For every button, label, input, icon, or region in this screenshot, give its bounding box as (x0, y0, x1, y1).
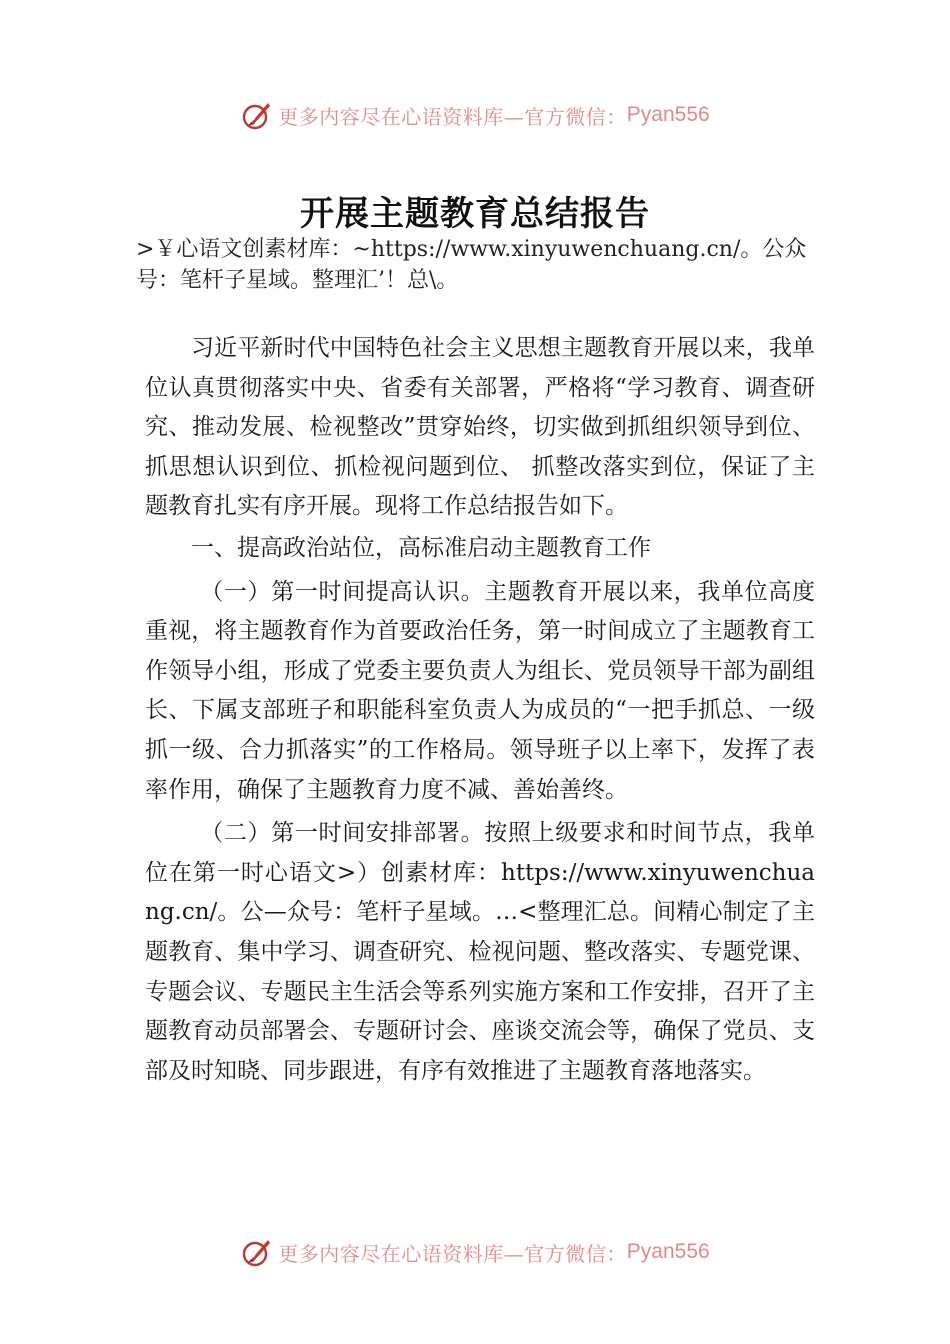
watermark-account: Pyan556 (626, 1240, 710, 1263)
document-title: 开展主题教育总结报告 (300, 194, 650, 234)
source-noise-line: >￥心语文创素材库：~https://www.xinyuwenchuang.cn/。公众号：笔杆子星域。整理汇’！总\。 (136, 237, 807, 293)
watermark-text: 更多内容尽在心语资料库—官方微信： (278, 1241, 627, 1266)
footer-watermark (0, 1232, 950, 1272)
quill-logo-icon (240, 1235, 274, 1269)
watermark-account: Pyan556 (626, 103, 710, 126)
paragraph-subsection-1: （一）第一时间提高认识。主题教育开展以来，我单位高度重视，将主题教育作为首要政治任务，第一时间成立了主题教育工作领导小组，形成了党委主要负责人为组长、党员领导干部为副组长、下属支部班子和职能科室负责人为成员的“一把手抓总、一级抓一级、合力抓落实”的工作格局。领导班子以上率下，发挥了表率作用，确保了主题教育力度不减、善始善终。 (145, 578, 815, 803)
document-body (145, 329, 815, 1091)
paragraph-intro: 习近平新时代中国特色社会主义思想主题教育开展以来，我单位认真贯彻落实中央、省委有关部署，严格将“学习教育、调查研究、推动发展、检视整改”贯穿始终，切实做到抓组织领导到位、抓思想认识到位、抓检视问题到位、 抓整改落实到位，保证了主题教育扎实有序开展。现将工作总结报告如下。 (145, 335, 815, 520)
paragraph-subsection-2: （二）第一时间安排部署。按照上级要求和时间节点，我单位在第一时心语文>）创素材库：https://www.xinyuwenchuang.cn/。公—众号：笔杆子星域。…<整理汇总。间精心制定了主题教育、集中学习、调查研究、检视问题、整改落实、专题党课、专题会议、专题民主生活会等系列实施方案和工作安排，召开了主题教育动员部署会、专题研讨会、座谈交流会等，确保了党员、支部及时知晓、同步跟进，有序有效推进了主题教育落地落实。 (145, 820, 815, 1084)
section-heading-1: 一、提高政治站位，高标准启动主题教育工作 (191, 534, 651, 561)
header-watermark (0, 95, 950, 135)
quill-logo-icon (240, 98, 274, 132)
watermark-text: 更多内容尽在心语资料库—官方微信： (278, 104, 627, 129)
